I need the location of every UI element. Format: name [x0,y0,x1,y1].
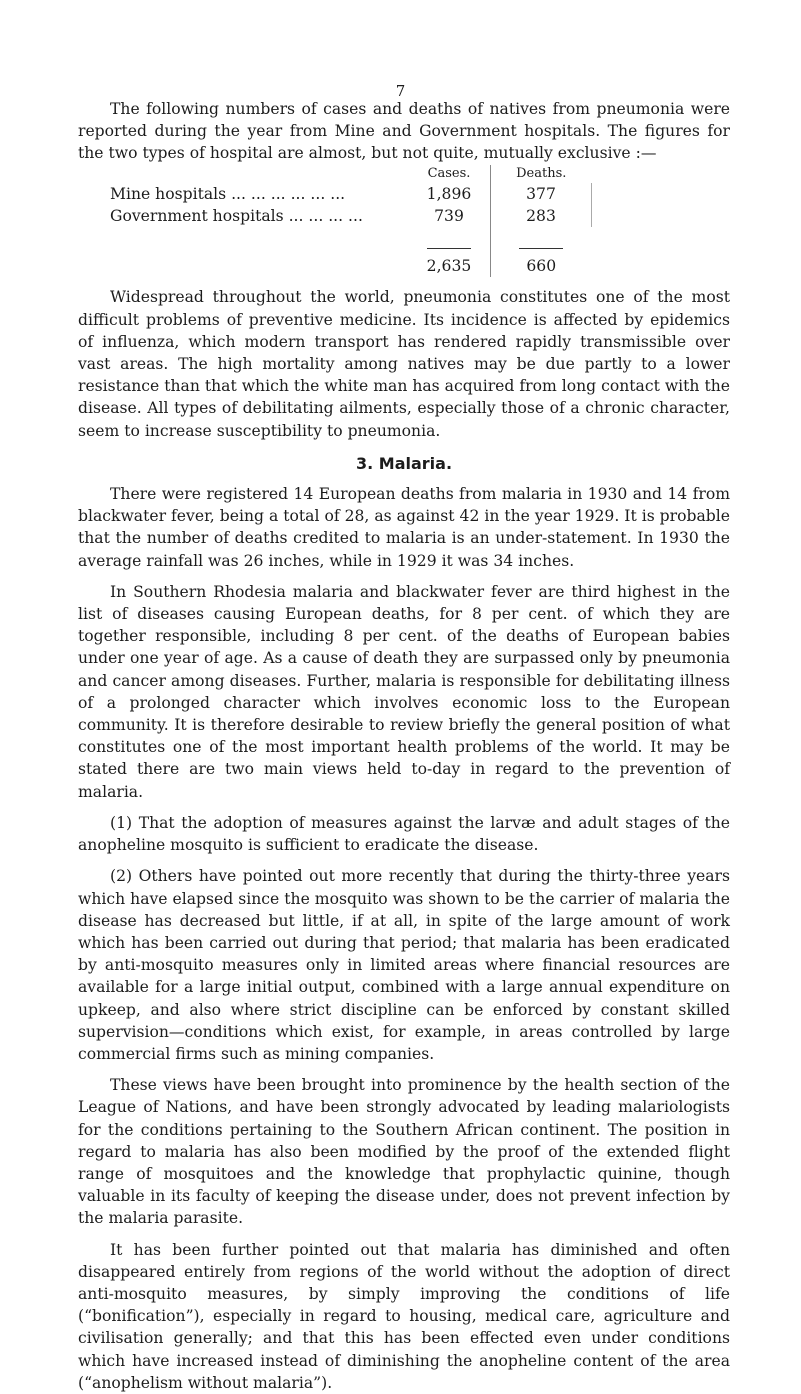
row-label: Government hospitals ... ... ... ... [110,206,363,225]
column-header-cases: Cases. [427,165,471,181]
column-header-deaths: Deaths. [491,165,592,183]
total-rule [491,233,592,255]
row-label: Mine hospitals ... ... ... ... ... ... [110,184,346,203]
pneumonia-stats-table [78,165,592,278]
page-content [78,98,730,1394]
section-heading: 3. Malaria. [355,453,453,473]
table-header-row [78,165,592,183]
deaths-value: 377 [491,183,592,205]
malaria-paragraph: These views have been brought into prominence by the health section of the League of Nations, and have been strongly advocated by leading malariologists for the conditions pertaining to the Southern African continent. The position in regard to malaria has also been modified by the proof of the extended flight range of mosquitoes and the knowledge that prophylactic quinine, though valuable in its faculty of keeping the disease under, does not prevent infection by the malaria parasite. [78,1076,730,1228]
deaths-value: 283 [491,205,592,227]
total-deaths: 660 [526,257,557,276]
malaria-paragraph: It has been further pointed out that malaria has diminished and often disappeared entirely from regions of the world without the adoption of direct anti-mosquito measures, by simply improving the conditions of life (“bonification”), especially in regard to housing, medical care, agriculture and civilisation generally; and that this has been effected even under conditions which have increased instead of diminishing the anopheline content of the area (“anophelism without malaria”). [78,1240,730,1392]
total-cases: 2,635 [426,257,472,276]
intro-paragraph: The following numbers of cases and deaths of natives from pneumonia were reported during the year from Mine and Government hospitals. The figures for the two types of hospital are almost, but not quite, mutually exclusive :— [78,100,730,163]
table-row [78,205,592,227]
page-number: 7 [395,82,406,100]
table-row [78,183,592,205]
table-total-row [78,227,592,277]
cases-value: 739 [434,206,464,225]
malaria-paragraph: (1) That the adoption of measures against the larvæ and adult stages of the anopheline mosquito is sufficient to eradicate the disease. [78,813,730,855]
cases-value: 1,896 [426,184,472,203]
malaria-paragraph: There were registered 14 European deaths from malaria in 1930 and 14 from blackwater fever, being a total of 28, as against 42 in the year 1929. It is probable that the number of deaths credited to malaria is an under-statement. In 1930 the average rainfall was 26 inches, while in 1929 it was 34 inches. [78,485,730,570]
pneumonia-paragraph: Widespread throughout the world, pneumonia constitutes one of the most difficult problems of preventive medicine. Its incidence is affected by epidemics of influenza, which modern transport has rendered rapidly transmissible over vast areas. The high mortality among natives may be due partly to a lower resistance than that which the white man has acquired from long contact with the disease. All types of debilitating ailments, especially those of a chronic character, seem to increase susceptibility to pneumonia. [78,288,730,440]
total-rule [408,233,490,255]
malaria-paragraph: (2) Others have pointed out more recently that during the thirty-three years which have elapsed since the mosquito was shown to be the carrier of malaria the disease has decreased but little, if at all, in spite of the large amount of work which has been carried out during that period; that malaria has been eradicated by anti-mosquito measures only in limited areas where financial resources are available for a large initial output, combined with a large annual expenditure on upkeep, and also where strict discipline can be enforced by constant skilled supervision—conditions which exist, for example, in areas controlled by large commercial firms such as mining companies. [78,867,730,1063]
malaria-paragraph: In Southern Rhodesia malaria and blackwater fever are third highest in the list of diseases causing European deaths, for 8 per cent. of which they are together responsible, including 8 per cent. of the deaths of European babies under one year of age. As a cause of death they are surpassed only by pneumonia and cancer among diseases. Further, malaria is responsible for debilitating illness of a prolonged character which involves economic loss to the European community. It is therefore desirable to review briefly the general position of what constitutes one of the most important health problems of the world. It may be stated there are two main views held to-day in regard to the prevention of malaria. [78,582,730,801]
